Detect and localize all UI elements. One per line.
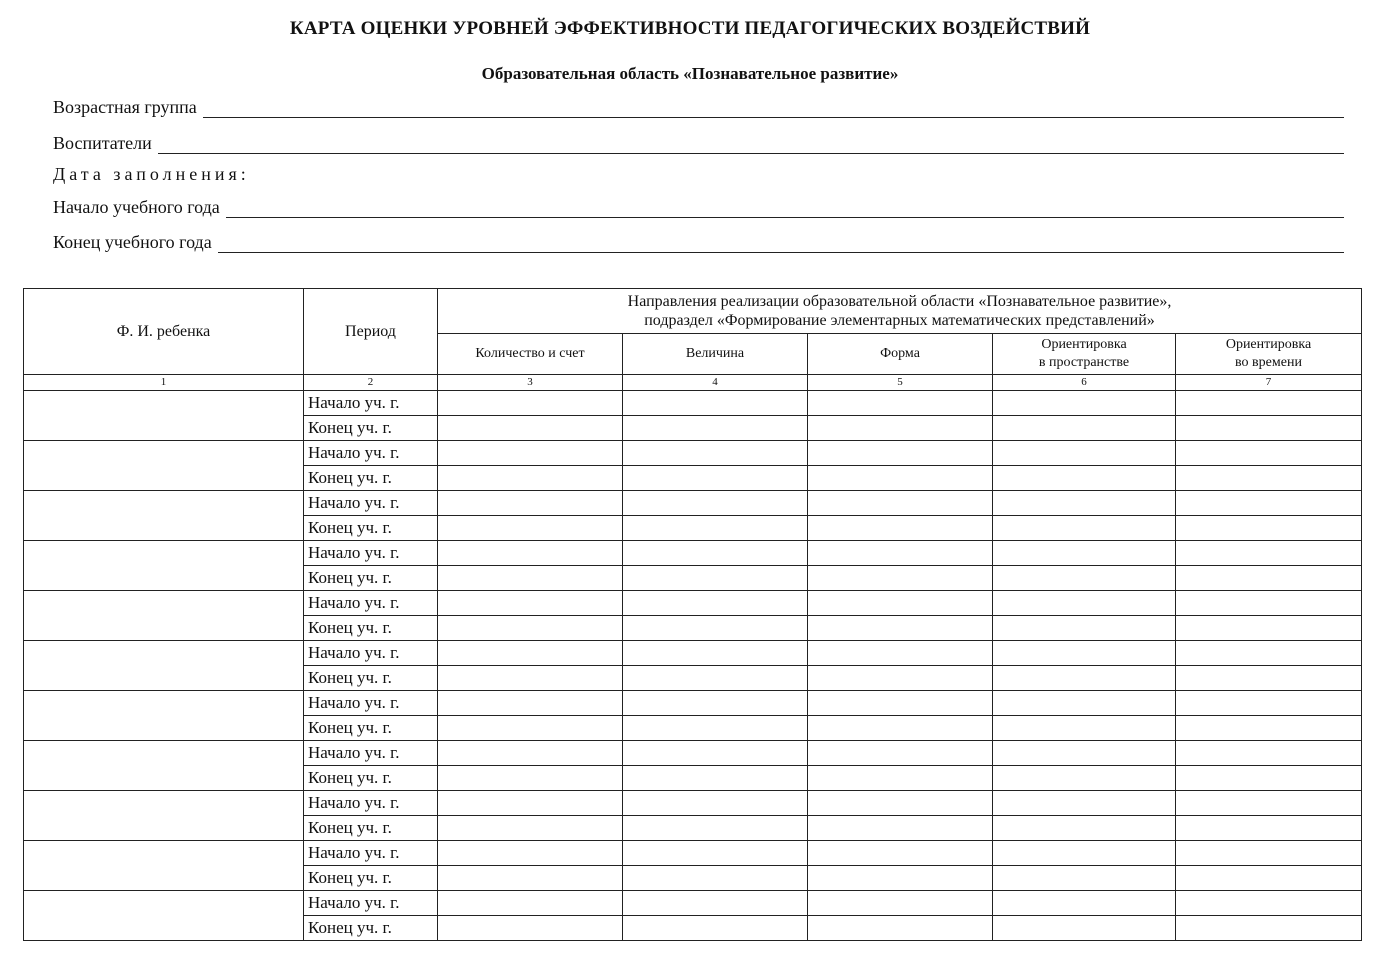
period-cell: Конец уч. г. [304, 816, 438, 841]
period-header: Период [304, 289, 438, 375]
score-cell[interactable] [1176, 716, 1362, 741]
score-cell[interactable] [808, 391, 993, 416]
period-cell: Конец уч. г. [304, 416, 438, 441]
score-cell[interactable] [808, 841, 993, 866]
table-row [24, 741, 1362, 766]
score-cell[interactable] [623, 391, 808, 416]
score-cell[interactable] [993, 416, 1176, 441]
table-row [24, 791, 1362, 816]
score-cell[interactable] [623, 616, 808, 641]
score-cell[interactable] [623, 841, 808, 866]
year-start-label: Начало учебного года [53, 197, 220, 217]
table-row [24, 641, 1362, 666]
period-cell: Начало уч. г. [304, 891, 438, 916]
score-cell[interactable] [1176, 791, 1362, 816]
score-cell[interactable] [1176, 766, 1362, 791]
score-cell[interactable] [993, 741, 1176, 766]
directions-line-1: Направления реализации образовательной области «Познавательное развитие», [627, 293, 1172, 310]
score-cell[interactable] [1176, 491, 1362, 516]
year-start-field [53, 194, 1344, 218]
period-cell: Конец уч. г. [304, 516, 438, 541]
score-cell[interactable] [808, 566, 993, 591]
score-cell[interactable] [1176, 591, 1362, 616]
subcol-line-1: Ориентировка [1225, 337, 1312, 352]
score-cell[interactable] [1176, 516, 1362, 541]
score-cell[interactable] [438, 541, 623, 566]
score-cell[interactable] [438, 441, 623, 466]
score-cell[interactable] [993, 541, 1176, 566]
score-cell[interactable] [993, 791, 1176, 816]
score-cell[interactable] [623, 666, 808, 691]
score-cell[interactable] [993, 466, 1176, 491]
score-cell[interactable] [1176, 691, 1362, 716]
subcol-line-1: Ориентировка [1041, 337, 1127, 352]
score-cell[interactable] [623, 491, 808, 516]
score-cell[interactable] [623, 791, 808, 816]
score-cell[interactable] [993, 441, 1176, 466]
score-cell[interactable] [808, 516, 993, 541]
score-cell[interactable] [993, 866, 1176, 891]
score-cell[interactable] [623, 466, 808, 491]
period-cell: Конец уч. г. [304, 566, 438, 591]
child-name-cell[interactable] [24, 591, 304, 641]
period-cell: Начало уч. г. [304, 841, 438, 866]
score-cell[interactable] [993, 916, 1176, 941]
score-cell[interactable] [808, 741, 993, 766]
score-cell[interactable] [623, 766, 808, 791]
assessment-table [23, 288, 1362, 941]
age-group-label: Возрастная группа [53, 97, 197, 117]
age-group-field [53, 94, 1344, 118]
score-cell[interactable] [808, 591, 993, 616]
score-cell[interactable] [1176, 916, 1362, 941]
period-cell: Начало уч. г. [304, 791, 438, 816]
page-subtitle: Образовательная область «Познавательное развитие» [481, 64, 899, 83]
period-cell: Начало уч. г. [304, 691, 438, 716]
score-cell[interactable] [1176, 866, 1362, 891]
column-number: 6 [993, 375, 1176, 391]
score-cell[interactable] [993, 841, 1176, 866]
date-label: Дата заполнения: [53, 164, 250, 184]
score-cell[interactable] [1176, 641, 1362, 666]
column-number: 4 [623, 375, 808, 391]
period-cell: Начало уч. г. [304, 741, 438, 766]
score-cell[interactable] [1176, 841, 1362, 866]
score-cell[interactable] [993, 766, 1176, 791]
score-cell[interactable] [993, 391, 1176, 416]
column-number: 3 [438, 375, 623, 391]
score-cell[interactable] [808, 891, 993, 916]
page-title: КАРТА ОЦЕНКИ УРОВНЕЙ ЭФФЕКТИВНОСТИ ПЕДАГОГИЧЕСКИХ ВОЗДЕЙСТВИЙ [289, 18, 1091, 39]
subcol-line-1: Величина [685, 346, 745, 361]
score-cell[interactable] [993, 491, 1176, 516]
score-cell[interactable] [808, 491, 993, 516]
score-cell[interactable] [808, 716, 993, 741]
table-row [24, 691, 1362, 716]
child-name-cell[interactable] [24, 491, 304, 541]
period-cell: Конец уч. г. [304, 766, 438, 791]
score-cell[interactable] [1176, 441, 1362, 466]
column-number: 7 [1176, 375, 1362, 391]
year-start-line [226, 199, 1344, 218]
table-row [24, 541, 1362, 566]
period-cell: Начало уч. г. [304, 491, 438, 516]
year-end-line [218, 234, 1344, 253]
score-cell[interactable] [993, 566, 1176, 591]
teachers-line [158, 135, 1344, 154]
score-cell[interactable] [438, 391, 623, 416]
subcol-header [1176, 334, 1362, 375]
score-cell[interactable] [438, 841, 623, 866]
child-name-header: Ф. И. ребенка [24, 289, 304, 375]
child-name-cell[interactable] [24, 891, 304, 941]
score-cell[interactable] [623, 916, 808, 941]
period-cell: Конец уч. г. [304, 666, 438, 691]
subcol-line-1: Количество и счет [475, 346, 585, 361]
score-cell[interactable] [438, 416, 623, 441]
subcol-header [808, 334, 993, 375]
score-cell[interactable] [438, 816, 623, 841]
subcol-line-2: в пространстве [1038, 355, 1130, 370]
score-cell[interactable] [1176, 891, 1362, 916]
score-cell[interactable] [623, 566, 808, 591]
score-cell[interactable] [623, 866, 808, 891]
score-cell[interactable] [438, 641, 623, 666]
period-cell: Начало уч. г. [304, 641, 438, 666]
score-cell[interactable] [623, 891, 808, 916]
score-cell[interactable] [438, 791, 623, 816]
score-cell[interactable] [993, 816, 1176, 841]
score-cell[interactable] [623, 816, 808, 841]
score-cell[interactable] [438, 916, 623, 941]
score-cell[interactable] [623, 441, 808, 466]
score-cell[interactable] [623, 591, 808, 616]
score-cell[interactable] [1176, 666, 1362, 691]
child-name-cell[interactable] [24, 441, 304, 491]
score-cell[interactable] [808, 666, 993, 691]
score-cell[interactable] [438, 891, 623, 916]
score-cell[interactable] [623, 541, 808, 566]
score-cell[interactable] [993, 616, 1176, 641]
period-cell: Конец уч. г. [304, 466, 438, 491]
year-end-label: Конец учебного года [53, 232, 212, 252]
subcol-line-2: во времени [1235, 355, 1302, 370]
score-cell[interactable] [1176, 566, 1362, 591]
child-name-cell[interactable] [24, 391, 304, 441]
period-cell: Начало уч. г. [304, 591, 438, 616]
age-group-line [203, 99, 1344, 118]
score-cell[interactable] [623, 691, 808, 716]
score-cell[interactable] [808, 616, 993, 641]
score-cell[interactable] [808, 441, 993, 466]
score-cell[interactable] [808, 766, 993, 791]
year-end-field [53, 229, 1344, 253]
score-cell[interactable] [993, 891, 1176, 916]
score-cell[interactable] [438, 591, 623, 616]
score-cell[interactable] [623, 741, 808, 766]
period-cell: Начало уч. г. [304, 441, 438, 466]
score-cell[interactable] [808, 791, 993, 816]
score-cell[interactable] [438, 666, 623, 691]
teachers-field [53, 130, 1344, 154]
column-number: 2 [304, 375, 438, 391]
score-cell[interactable] [808, 416, 993, 441]
child-name-cell[interactable] [24, 541, 304, 591]
score-cell[interactable] [808, 916, 993, 941]
score-cell[interactable] [1176, 816, 1362, 841]
subcol-header [623, 334, 808, 375]
score-cell[interactable] [438, 741, 623, 766]
score-cell[interactable] [438, 616, 623, 641]
score-cell[interactable] [623, 416, 808, 441]
score-cell[interactable] [1176, 391, 1362, 416]
period-cell: Конец уч. г. [304, 916, 438, 941]
period-cell: Начало уч. г. [304, 391, 438, 416]
table-row [24, 591, 1362, 616]
score-cell[interactable] [438, 716, 623, 741]
score-cell[interactable] [993, 716, 1176, 741]
score-cell[interactable] [993, 666, 1176, 691]
score-cell[interactable] [1176, 616, 1362, 641]
score-cell[interactable] [808, 691, 993, 716]
score-cell[interactable] [808, 641, 993, 666]
score-cell[interactable] [993, 641, 1176, 666]
score-cell[interactable] [1176, 416, 1362, 441]
column-number: 1 [24, 375, 304, 391]
period-cell: Конец уч. г. [304, 716, 438, 741]
score-cell[interactable] [623, 716, 808, 741]
score-cell[interactable] [1176, 541, 1362, 566]
child-name-cell[interactable] [24, 841, 304, 891]
child-name-cell[interactable] [24, 691, 304, 741]
score-cell[interactable] [993, 691, 1176, 716]
subcol-header [438, 334, 623, 375]
score-cell[interactable] [623, 516, 808, 541]
table-row [24, 391, 1362, 416]
subcol-line-1: Форма [880, 346, 920, 361]
score-cell[interactable] [438, 766, 623, 791]
child-name-cell[interactable] [24, 641, 304, 691]
score-cell[interactable] [438, 691, 623, 716]
score-cell[interactable] [808, 866, 993, 891]
column-number: 5 [808, 375, 993, 391]
child-name-cell[interactable] [24, 791, 304, 841]
teachers-label: Воспитатели [53, 133, 152, 153]
period-cell: Конец уч. г. [304, 866, 438, 891]
score-cell[interactable] [808, 541, 993, 566]
score-cell[interactable] [438, 491, 623, 516]
child-name-cell[interactable] [24, 741, 304, 791]
score-cell[interactable] [1176, 466, 1362, 491]
score-cell[interactable] [438, 466, 623, 491]
score-cell[interactable] [993, 516, 1176, 541]
table-body [24, 391, 1362, 941]
table-row [24, 441, 1362, 466]
score-cell[interactable] [993, 591, 1176, 616]
period-cell: Начало уч. г. [304, 541, 438, 566]
directions-line-2: подраздел «Формирование элементарных математических представлений» [644, 312, 1155, 329]
table-row [24, 841, 1362, 866]
table-row [24, 491, 1362, 516]
table-row [24, 891, 1362, 916]
score-cell[interactable] [438, 866, 623, 891]
score-cell[interactable] [438, 516, 623, 541]
score-cell[interactable] [1176, 741, 1362, 766]
subcol-header [993, 334, 1176, 375]
period-cell: Конец уч. г. [304, 616, 438, 641]
score-cell[interactable] [808, 816, 993, 841]
directions-header [438, 289, 1362, 334]
score-cell[interactable] [438, 566, 623, 591]
score-cell[interactable] [808, 466, 993, 491]
score-cell[interactable] [623, 641, 808, 666]
